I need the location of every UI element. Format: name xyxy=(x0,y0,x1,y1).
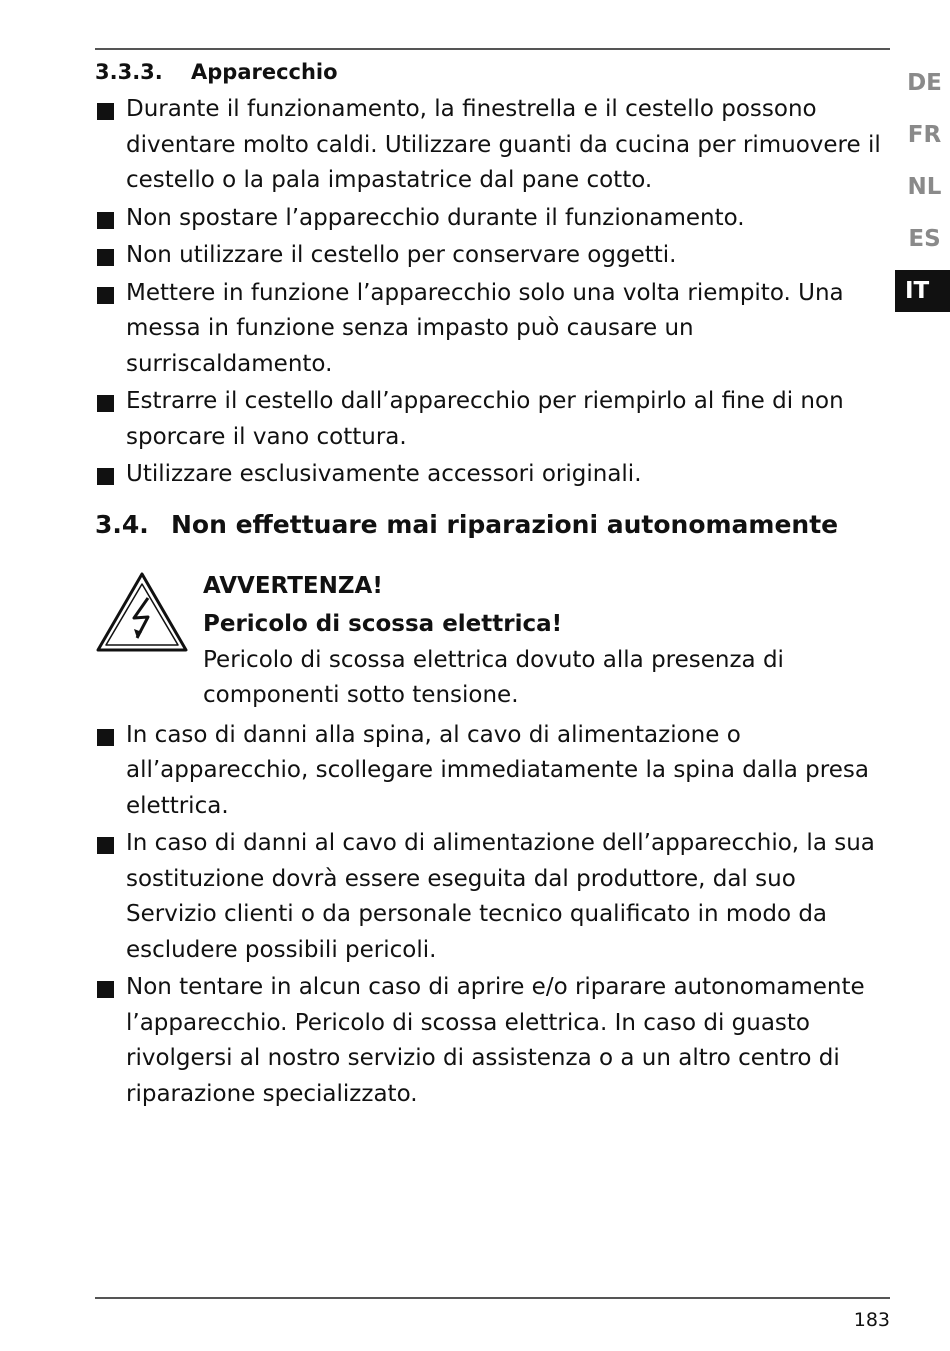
bullet-square-icon xyxy=(97,468,114,485)
page-content xyxy=(95,56,890,1114)
list-item: Mettere in funzione l’apparecchio solo una volta riempito. Una messa in funzione senza impasto può causare un surriscaldamento. xyxy=(95,276,890,383)
list-item: Utilizzare esclusivamente accessori originali. xyxy=(95,457,890,493)
bullet-square-icon xyxy=(97,212,114,229)
language-tabs xyxy=(895,62,950,322)
language-tab-nl[interactable]: NL xyxy=(907,174,942,200)
section-title: Apparecchio xyxy=(191,60,338,84)
bullet-square-icon xyxy=(97,729,114,746)
bullet-square-icon xyxy=(97,981,114,998)
page-number: 183 xyxy=(853,1309,890,1331)
bullet-square-icon xyxy=(97,837,114,854)
bullet-list-3-4 xyxy=(95,718,890,1113)
bullet-square-icon xyxy=(97,395,114,412)
bullet-square-icon xyxy=(97,287,114,304)
language-tab-de[interactable]: DE xyxy=(907,70,942,96)
section-title: Non effettuare mai riparazioni autonomamente xyxy=(171,509,839,539)
language-tab-es[interactable]: ES xyxy=(908,226,941,252)
top-rule xyxy=(95,48,890,50)
list-item: Non spostare l’apparecchio durante il funzionamento. xyxy=(95,201,890,237)
language-tab-fr[interactable]: FR xyxy=(907,122,942,148)
warning-text: Pericolo di scossa elettrica dovuto alla presenza di componenti sotto tensione. xyxy=(203,646,784,708)
section-number: 3.3.3. xyxy=(95,60,163,84)
electric-shock-warning-icon xyxy=(95,571,189,653)
warning-title: AVVERTENZA! xyxy=(203,572,383,599)
list-item: Estrarre il cestello dall’apparecchio per riempirlo al fine di non sporcare il vano cottura. xyxy=(95,384,890,455)
section-heading-3-4 xyxy=(95,507,890,543)
section-heading-3-3-3 xyxy=(95,56,890,88)
bullet-list-3-3-3 xyxy=(95,92,890,493)
bullet-square-icon xyxy=(97,249,114,266)
warning-block xyxy=(95,567,890,714)
section-number: 3.4. xyxy=(95,509,149,539)
bullet-square-icon xyxy=(97,103,114,120)
list-item: Durante il funzionamento, la finestrella e il cestello possono diventare molto caldi. Utilizzare guanti da cucina per rimuovere il cestello o la pala impastatrice dal pane cotto. xyxy=(95,92,890,199)
bottom-rule xyxy=(95,1297,890,1299)
list-item: Non tentare in alcun caso di aprire e/o riparare autonomamente l’apparecchio. Pericolo di scossa elettrica. In caso di guasto rivolgersi al nostro servizio di assistenza o a un altro centro di riparazione specializzato. xyxy=(95,970,890,1112)
warning-subtitle: Pericolo di scossa elettrica! xyxy=(203,610,563,637)
list-item: In caso di danni al cavo di alimentazione dell’apparecchio, la sua sostituzione dovrà essere eseguita dal produttore, dal suo Servizio clienti o da personale tecnico qualificato in modo da escludere possibili pericoli. xyxy=(95,826,890,968)
list-item: Non utilizzare il cestello per conservare oggetti. xyxy=(95,238,890,274)
list-item: In caso di danni alla spina, al cavo di alimentazione o all’apparecchio, scollegare immediatamente la spina dalla presa elettrica. xyxy=(95,718,890,825)
language-tab-it[interactable]: IT xyxy=(895,270,950,312)
